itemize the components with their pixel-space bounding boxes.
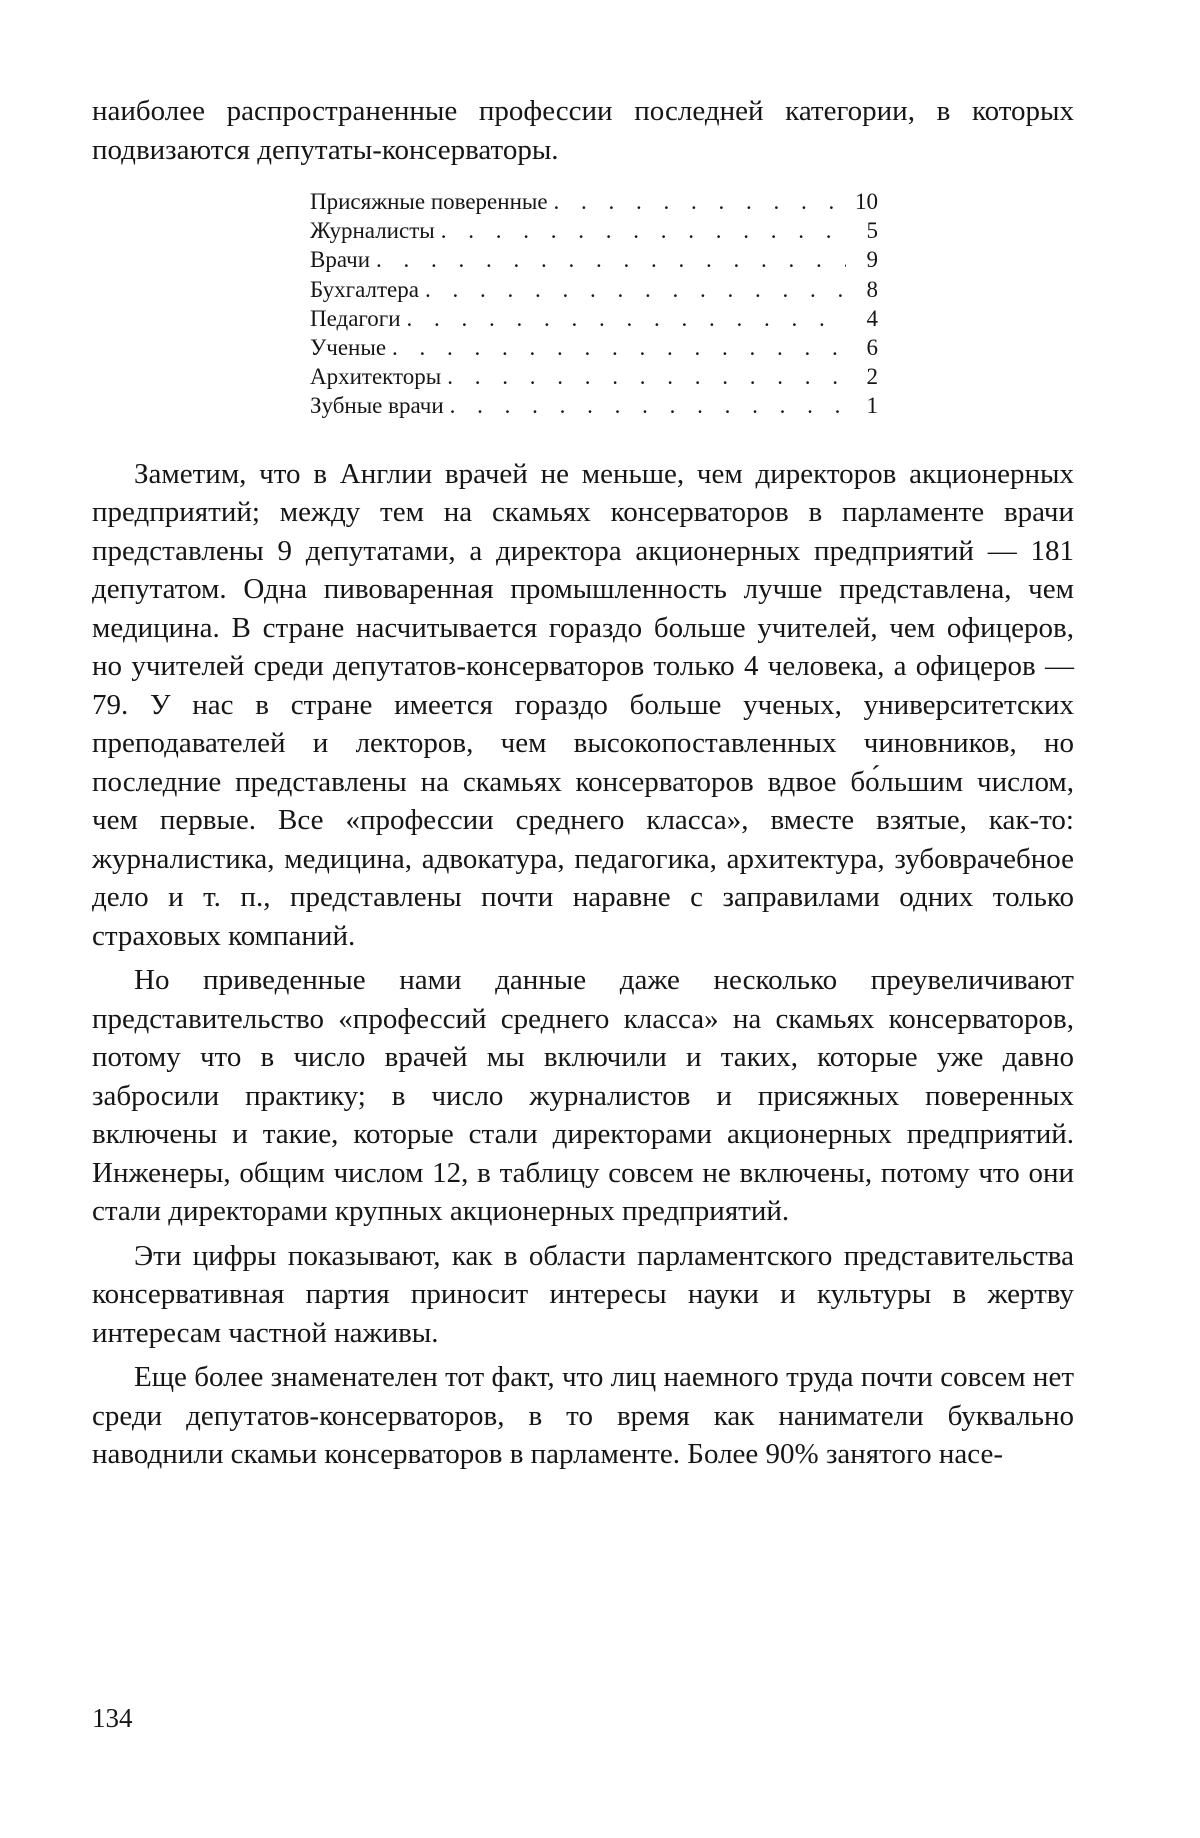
profession-label: Ученые (310, 335, 387, 361)
profession-row (310, 304, 878, 333)
profession-count: 5 (866, 218, 878, 244)
body-paragraph: Но приведенные нами данные даже несколько преувеличивают представительство «профессий среднего класса» на скамьях консерваторов, потому что в число врачей мы включили и таких, которые уже давно забросили практику; в число журналистов и присяжных поверенных включены и такие, которые стали директорами акционерных предприятий. Инженеры, общим числом 12, в таблицу совсем не включены, потому что они стали директорами крупных акционерных предприятий. (92, 964, 1074, 1228)
profession-count: 9 (866, 247, 878, 273)
professions-list (310, 187, 878, 421)
dot-leader (441, 216, 846, 245)
dot-leader (425, 275, 846, 304)
page-number: 134 (92, 1703, 133, 1733)
profession-label: Присяжные поверенные (310, 189, 548, 214)
profession-label: Педагоги (310, 305, 401, 331)
profession-count: 6 (866, 335, 878, 361)
profession-count: 10 (855, 189, 878, 214)
profession-row (310, 391, 878, 420)
profession-row (310, 245, 878, 274)
profession-row (310, 362, 878, 391)
profession-label: Журналисты (310, 218, 435, 244)
profession-count: 1 (866, 393, 878, 419)
page-content (92, 92, 1074, 1474)
profession-row (310, 333, 878, 362)
profession-row (310, 187, 878, 216)
dot-leader (376, 245, 846, 274)
dot-leader (392, 333, 846, 362)
profession-label: Врачи (310, 247, 371, 273)
body-text (92, 455, 1074, 1474)
body-paragraph: Заметим, что в Англии врачей не меньше, чем директоров акционерных предприятий; между тем на скамьях консерваторов в парламенте врачи представлены 9 депутатами, а директора акционерных предприятий — 181 депутатом. Одна пивоваренная промышленность лучше представлена, чем медицина. В стране насчитывается гораздо больше учителей, чем офицеров, но учителей среди депутатов-консерваторов только 4 человека, а офицеров — 79. У нас в стране имеется гораздо больше ученых, университетских преподавателей и лекторов, чем высокопоставленных чиновников, но последние представлены на скамьях консерваторов вдвое бо́льшим числом, чем первые. Все «профессии среднего класса», вместе взятые, как-то: журналистика, медицина, адвокатура, педагогика, архитектура, зубоврачебное дело и т. п., представлены почти наравне с заправилами одних только страховых компаний. (92, 457, 1074, 952)
profession-count: 2 (866, 364, 878, 390)
dot-leader (447, 362, 846, 391)
profession-label: Зубные врачи (310, 393, 444, 419)
profession-count: 4 (866, 305, 878, 331)
dot-leader (554, 187, 846, 216)
profession-label: Архитекторы (310, 364, 442, 390)
profession-label: Бухгалтера (310, 276, 419, 302)
dot-leader (450, 391, 846, 420)
body-paragraph: Эти цифры показывают, как в области парламентского представительства консервативная партия приносит интересы науки и культуры в жертву интересам частной наживы. (92, 1239, 1074, 1349)
body-paragraph: Еще более знаменателен тот факт, что лиц наемного труда почти совсем нет среди депутатов-консерваторов, в то время как наниматели буквально наводнили скамьи консерваторов в парламенте. Более 90% занятого насе- (92, 1361, 1074, 1471)
dot-leader (407, 304, 846, 333)
profession-row (310, 216, 878, 245)
profession-count: 8 (866, 276, 878, 302)
profession-row (310, 275, 878, 304)
intro-paragraph: наиболее распространенные профессии последней категории, в которых подвизаются депутаты-консерваторы. (92, 95, 1074, 166)
